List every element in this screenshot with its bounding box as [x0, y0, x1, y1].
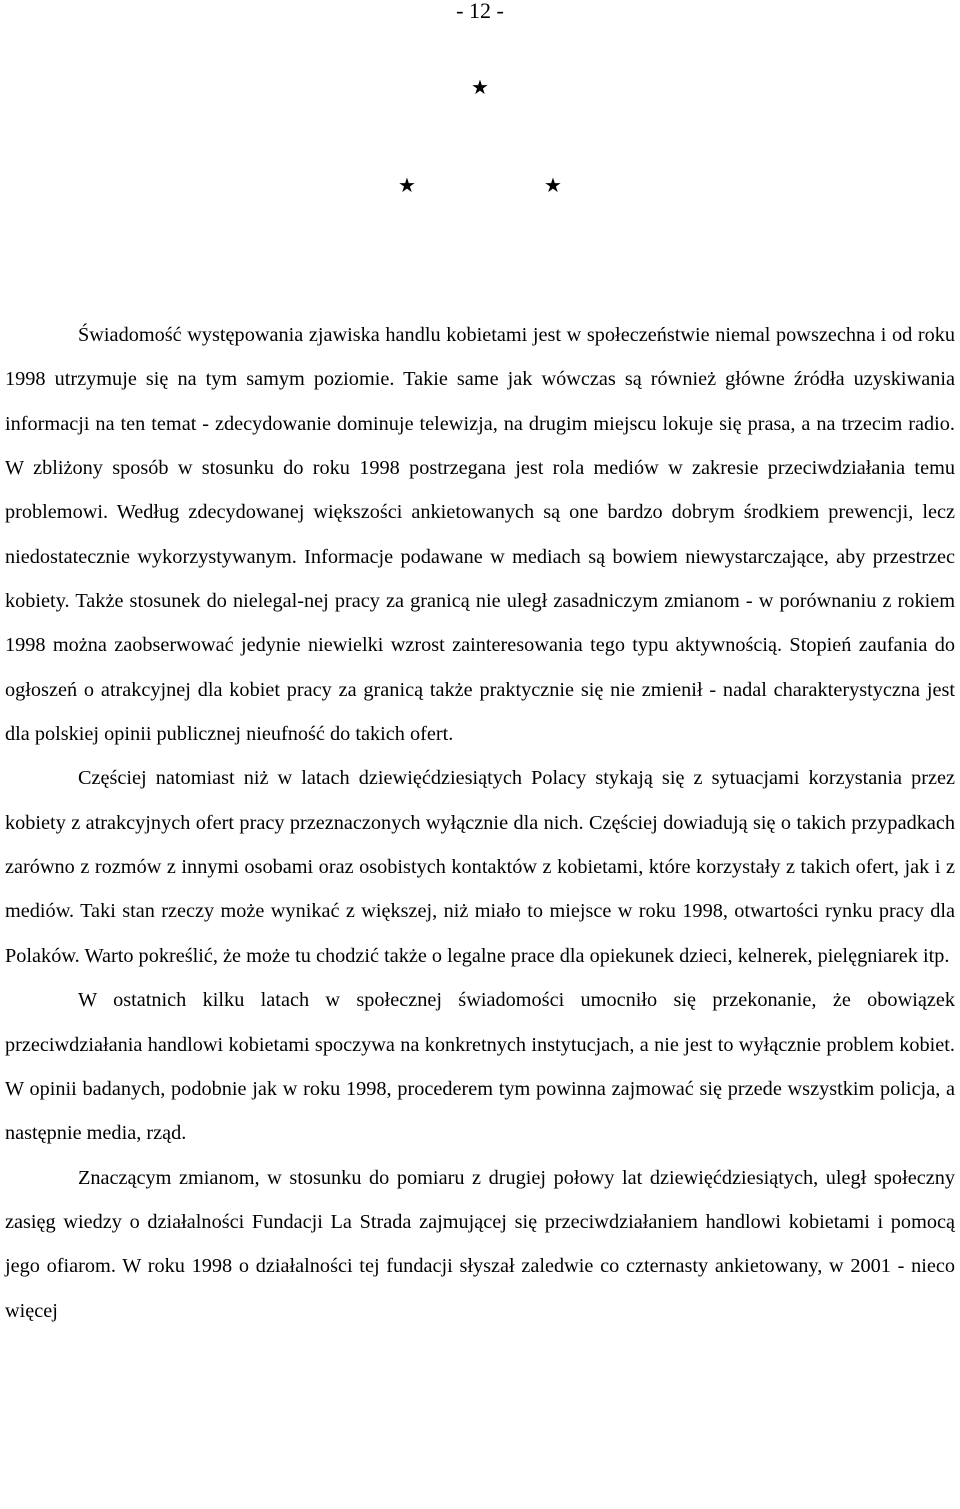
star-icon: ★ [471, 75, 489, 99]
star-icon: ★ [544, 173, 562, 197]
document-body [5, 313, 955, 1333]
page-number: - 12 - [456, 0, 504, 23]
paragraph: Znaczącym zmianom, w stosunku do pomiaru z drugiej połowy lat dziewięćdziesiątych, uległ społeczny zasięg wiedzy o działalności Fundacji La Strada zajmującej się przeciwdziałaniem handlowi kobietami i pomocą jego ofiarom. W roku 1998 o działalności tej fundacji słyszał zaledwie co czternasty ankietowany, w 2001 - nieco więcej [5, 1166, 955, 1322]
paragraph: W ostatnich kilku latach w społecznej świadomości umocniło się przekonanie, że obowiązek przeciwdziałania handlowi kobietami spoczywa na konkretnych instytucjach, a nie jest to wyłącznie problem kobiet. W opinii badanych, podobnie jak w roku 1998, procederem tym powinna zajmować się przede wszystkim policja, a następnie media, rząd. [5, 989, 955, 1145]
paragraph: Częściej natomiast niż w latach dziewięćdziesiątych Polacy stykają się z sytuacjami korzystania przez kobiety z atrakcyjnych ofert pracy przeznaczonych wyłącznie dla nich. Częściej dowiadują się o takich przypadkach zarówno z rozmów z innymi osobami oraz osobistych kontaktów z kobietami, które korzystały z takich ofert, jak i z mediów. Taki stan rzeczy może wynikać z większej, niż miało to miejsce w roku 1998, otwartości rynku pracy dla Polaków. Warto pokreślić, że może tu chodzić także o legalne prace dla opiekunek dzieci, kelnerek, pielęgniarek itp. [5, 767, 955, 967]
section-divider-stars [0, 0, 960, 197]
paragraph: Świadomość występowania zjawiska handlu kobietami jest w społeczeństwie niemal powszechna i od roku 1998 utrzymuje się na tym samym poziomie. Takie same jak wówczas są również główne źródła uzyskiwania informacji na ten temat - zdecydowanie dominuje telewizja, na drugim miejscu lokuje się prasa, a na trzecim radio. W zbliżony sposób w stosunku do roku 1998 postrzegana jest rola mediów w zakresie przeciwdziałania temu problemowi. Według zdecydowanej większości ankietowanych są one bardzo dobrym środkiem prewencji, lecz niedostatecznie wykorzystywanym. Informacje podawane w mediach są bowiem niewystarczające, aby przestrzec kobiety. Także stosunek do nielegal-nej pracy za granicą nie uległ zasadniczym zmianom - w porównaniu z rokiem 1998 można zaobserwować jedynie niewielki wzrost zainteresowania tego typu aktywnością. Stopień zaufania do ogłoszeń o atrakcyjnej dla kobiet pracy za granicą także praktycznie się nie zmienił - nadal charakterystyczna jest dla polskiej opinii publicznej nieufność do takich ofert. [5, 324, 955, 746]
star-icon: ★ [398, 173, 416, 197]
